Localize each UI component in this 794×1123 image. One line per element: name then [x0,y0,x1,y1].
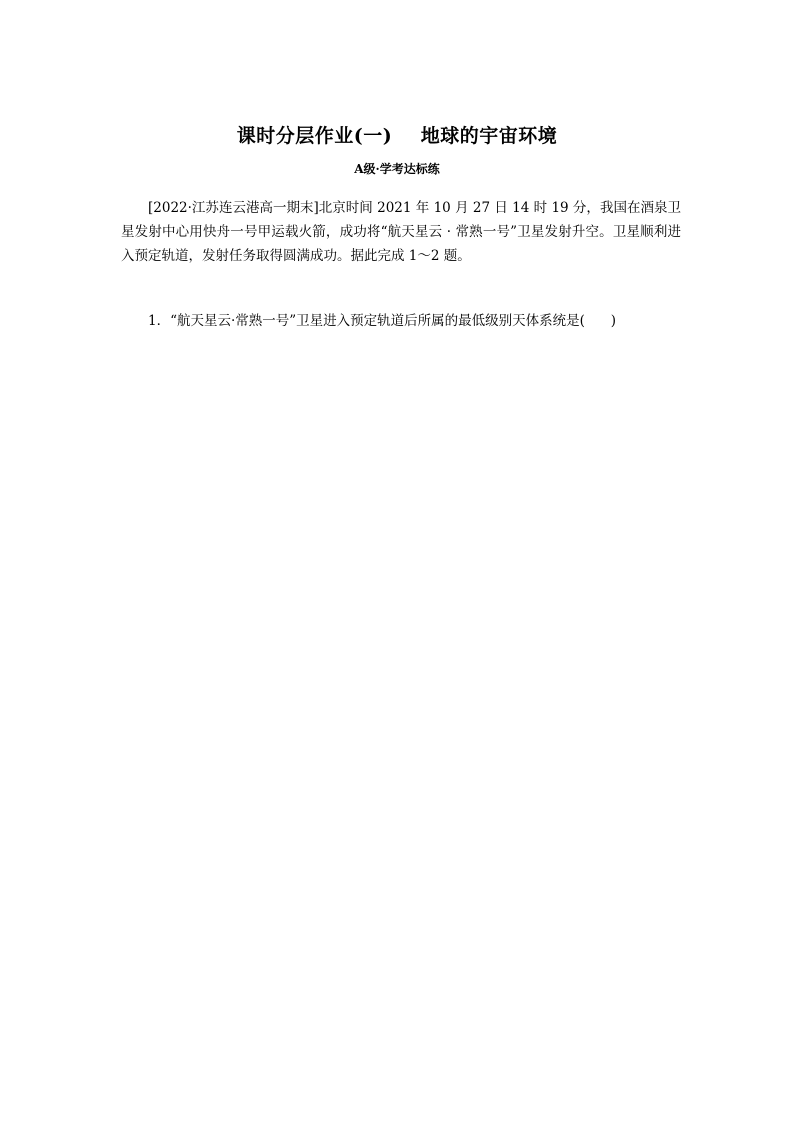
question-1-options-ab [148,320,157,360]
intro-paragraph: [2022·江苏连云港高一期末]北京时间 2021 年 10 月 27 日 14 时 19 分，我国在酒泉卫星发射中心用快舟一号甲运载火箭，成功将“航天星云 · 常熟一号”卫星发射升空。卫星顺利进入预定轨道，发射任务取得圆满成功。据此完成 1～2 题。 [121,200,681,264]
section-subtitle: A级·学考达标练 [354,162,440,176]
page-title: 课时分层作业(一) 地球的宇宙环境 [236,125,558,147]
question-1-stem: 1．“航天星云·常熟一号”卫星进入预定轨道后所属的最低级别天体系统是( ) [148,313,616,329]
